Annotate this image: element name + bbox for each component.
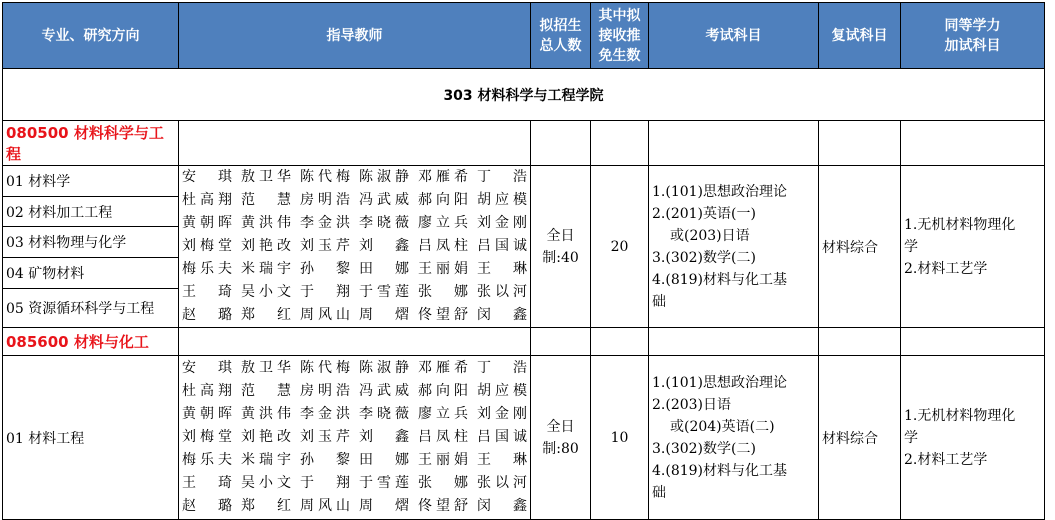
advisor-name: 王 琳 (477, 452, 527, 468)
direction-item: 01 材料工程 (3, 356, 179, 520)
advisor-name: 刘金刚 (477, 406, 527, 422)
advisor-name: 邓雁希 (418, 169, 468, 185)
header-advisor: 指导教师 (179, 3, 531, 69)
major-title: 085600 材料与化工 (3, 328, 179, 356)
advisor-name: 张 娜 (418, 284, 468, 300)
advisor-name: 敖卫华 (241, 360, 291, 376)
advisor-name: 丁 浩 (477, 360, 527, 376)
advisor-name: 周 熠 (359, 498, 409, 514)
advisor-name: 吕凤柱 (418, 429, 468, 445)
advisor-name: 郑 红 (241, 307, 291, 323)
advisor-row (182, 258, 527, 281)
direction-item: 04 矿物材料 (3, 258, 179, 289)
advisor-name: 李晓薇 (359, 215, 409, 231)
admissions-table (2, 2, 1045, 520)
advisor-row (182, 449, 527, 472)
advisor-name: 邓雁希 (418, 360, 468, 376)
advisor-name: 佟望舒 (418, 498, 468, 514)
direction-item: 05 资源循环科学与工程 (3, 288, 179, 327)
advisor-name: 安 琪 (182, 169, 232, 185)
advisor-name: 刘金刚 (477, 215, 527, 231)
advisor-name: 王 琦 (182, 284, 232, 300)
advisor-name: 黄朝晖 (182, 215, 232, 231)
advisor-name: 吕国诚 (477, 429, 527, 445)
header-row (3, 3, 1045, 69)
major-row (3, 328, 1045, 356)
advisor-name: 陈淑静 (359, 169, 409, 185)
header-total: 拟招生 总人数 (531, 3, 591, 69)
advisor-name: 杜高翔 (182, 383, 232, 399)
advisor-row (182, 495, 527, 518)
advisor-name: 王 琳 (477, 261, 527, 277)
advisor-name: 廖立兵 (418, 215, 468, 231)
advisor-name: 周风山 (300, 307, 350, 323)
header-exempt: 其中拟 接收推 免生数 (591, 3, 649, 69)
retest-subject: 材料综合 (819, 356, 901, 520)
advisor-row (182, 380, 527, 403)
header-major: 专业、研究方向 (3, 3, 179, 69)
advisor-name: 刘 鑫 (359, 429, 409, 445)
advisor-name: 王丽娟 (418, 261, 468, 277)
advisor-name: 刘艳改 (241, 429, 291, 445)
advisor-name: 胡应模 (477, 192, 527, 208)
total-quota: 全日 制:80 (531, 356, 591, 520)
advisor-name: 于雪莲 (359, 475, 409, 491)
advisor-name: 刘梅堂 (182, 238, 232, 254)
exempt-quota: 10 (591, 356, 649, 520)
advisor-name: 于雪莲 (359, 284, 409, 300)
advisor-name: 郝向阳 (418, 383, 468, 399)
advisor-name: 吕国诚 (477, 238, 527, 254)
major-row (3, 121, 1045, 166)
advisor-name: 赵 璐 (182, 498, 232, 514)
advisor-name: 张以河 (477, 284, 527, 300)
advisor-name: 吴小文 (241, 475, 291, 491)
extra-subjects: 1.无机材料物理化 学 2.材料工艺学 (901, 166, 1045, 328)
advisor-name: 郑 红 (241, 498, 291, 514)
advisor-row (182, 212, 527, 235)
direction-row (3, 166, 1045, 197)
advisor-name: 周风山 (300, 498, 350, 514)
advisor-row (182, 472, 527, 495)
advisor-row (182, 235, 527, 258)
advisor-name: 李金洪 (300, 406, 350, 422)
advisor-name: 陈代梅 (300, 360, 350, 376)
direction-item: 03 材料物理与化学 (3, 227, 179, 258)
advisor-name: 赵 璐 (182, 307, 232, 323)
advisor-name: 梅乐夫 (182, 261, 232, 277)
advisor-name: 闵 鑫 (477, 498, 527, 514)
advisor-name: 范 慧 (241, 383, 291, 399)
advisor-name: 房明浩 (300, 192, 350, 208)
advisor-name: 黄洪伟 (241, 215, 291, 231)
advisor-name: 于 翔 (300, 284, 350, 300)
advisor-name: 于 翔 (300, 475, 350, 491)
advisor-name: 刘 鑫 (359, 238, 409, 254)
advisor-name: 房明浩 (300, 383, 350, 399)
major-title: 080500 材料科学与工程 (3, 121, 179, 166)
advisor-row (182, 304, 527, 327)
advisor-row (182, 166, 527, 189)
advisor-name: 李晓薇 (359, 406, 409, 422)
advisor-row (182, 403, 527, 426)
college-title: 303 材料科学与工程学院 (3, 69, 1045, 121)
header-retest: 复试科目 (819, 3, 901, 69)
advisor-list (179, 166, 531, 328)
advisor-name: 米瑞宇 (241, 261, 291, 277)
advisor-name: 廖立兵 (418, 406, 468, 422)
advisor-name: 冯武威 (359, 192, 409, 208)
total-quota: 全日 制:40 (531, 166, 591, 328)
advisor-row (182, 189, 527, 212)
advisor-name: 杜高翔 (182, 192, 232, 208)
advisor-name: 冯武威 (359, 383, 409, 399)
advisor-name: 张以河 (477, 475, 527, 491)
advisor-name: 胡应模 (477, 383, 527, 399)
advisor-name: 陈代梅 (300, 169, 350, 185)
retest-subject: 材料综合 (819, 166, 901, 328)
advisor-name: 田 娜 (359, 452, 409, 468)
direction-item: 02 材料加工工程 (3, 196, 179, 227)
advisor-name: 刘玉芹 (300, 429, 350, 445)
direction-item: 01 材料学 (3, 166, 179, 197)
advisor-name: 佟望舒 (418, 307, 468, 323)
advisor-name: 安 琪 (182, 360, 232, 376)
advisor-name: 田 娜 (359, 261, 409, 277)
extra-subjects: 1.无机材料物理化 学 2.材料工艺学 (901, 356, 1045, 520)
college-row (3, 69, 1045, 121)
advisor-name: 刘艳改 (241, 238, 291, 254)
advisor-name: 米瑞宇 (241, 452, 291, 468)
advisor-name: 孙 黎 (300, 452, 350, 468)
header-exam: 考试科目 (649, 3, 819, 69)
advisor-list (179, 356, 531, 520)
advisor-name: 敖卫华 (241, 169, 291, 185)
advisor-name: 闵 鑫 (477, 307, 527, 323)
advisor-name: 孙 黎 (300, 261, 350, 277)
advisor-name: 李金洪 (300, 215, 350, 231)
advisor-name: 周 熠 (359, 307, 409, 323)
advisor-row (182, 281, 527, 304)
advisor-name: 刘梅堂 (182, 429, 232, 445)
advisor-name: 范 慧 (241, 192, 291, 208)
advisor-name: 王丽娟 (418, 452, 468, 468)
advisor-row (182, 426, 527, 449)
direction-row (3, 356, 1045, 520)
advisor-name: 郝向阳 (418, 192, 468, 208)
exam-subjects: 1.(101)思想政治理论 2.(203)日语 或(204)英语(二) 3.(302)数学(二) 4.(819)材料与化工基 础 (649, 356, 819, 520)
advisor-name: 张 娜 (418, 475, 468, 491)
advisor-name: 黄朝晖 (182, 406, 232, 422)
advisor-name: 陈淑静 (359, 360, 409, 376)
advisor-name: 吕凤柱 (418, 238, 468, 254)
advisor-name: 黄洪伟 (241, 406, 291, 422)
header-extra: 同等学力 加试科目 (901, 3, 1045, 69)
advisor-name: 丁 浩 (477, 169, 527, 185)
advisor-name: 王 琦 (182, 475, 232, 491)
exam-subjects: 1.(101)思想政治理论 2.(201)英语(一) 或(203)日语 3.(302)数学(二) 4.(819)材料与化工基 础 (649, 166, 819, 328)
advisor-name: 刘玉芹 (300, 238, 350, 254)
advisor-name: 吴小文 (241, 284, 291, 300)
advisor-name: 梅乐夫 (182, 452, 232, 468)
exempt-quota: 20 (591, 166, 649, 328)
advisor-row (182, 357, 527, 380)
